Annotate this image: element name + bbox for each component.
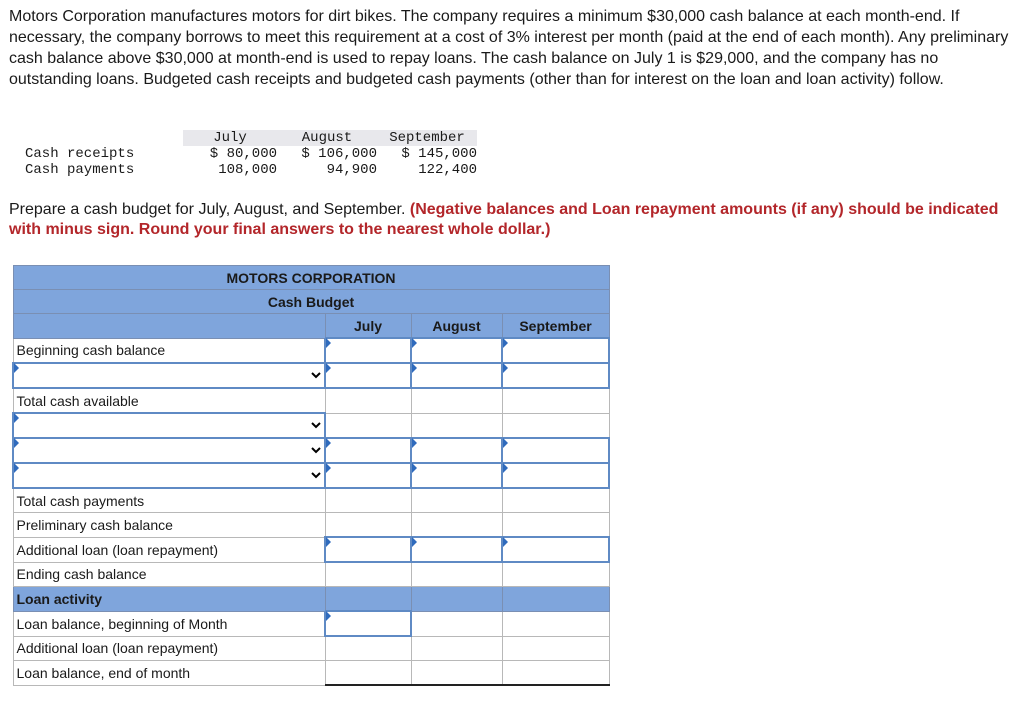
given-header-september: September xyxy=(389,130,465,146)
row-loan-begin xyxy=(13,611,609,636)
section-label: Loan activity xyxy=(13,587,325,612)
receipts-july-input[interactable] xyxy=(325,363,411,388)
additional-loan-august-input[interactable] xyxy=(411,537,502,562)
beginning-cash-september-input[interactable] xyxy=(502,338,609,363)
row-label-select[interactable] xyxy=(14,364,324,387)
loan-end-september xyxy=(502,661,609,686)
row-label: Total cash available xyxy=(13,388,325,413)
answer-input[interactable] xyxy=(326,439,410,462)
row-payment-header-select xyxy=(13,413,609,438)
answer-input[interactable] xyxy=(326,538,410,561)
total-available-august xyxy=(411,388,502,413)
answer-input[interactable] xyxy=(326,364,410,387)
row-label: Beginning cash balance xyxy=(13,338,325,363)
problem-text: Motors Corporation manufactures motors for dirt bikes. The company requires a minimum $30,000 cash balance at each month-end. If necessary, the company borrows to meet this requirement at a cost of 3% interest per month (paid at the end of each month). Any preliminary cash balance above $30,000 at month-end is used to repay loans. The cash balance on July 1 is $29,000, and the company has no outstanding loans. Budgeted cash receipts and budgeted cash payments (other than for interest on the loan and loan activity) follow. xyxy=(9,8,1009,88)
answer-input[interactable] xyxy=(503,538,608,561)
cash-budget-table xyxy=(12,265,610,686)
row-ending-cash xyxy=(13,562,609,587)
budget-column-headers xyxy=(13,314,609,339)
answer-input[interactable] xyxy=(412,339,501,362)
answer-input[interactable] xyxy=(326,464,410,487)
row-label: Additional loan (loan repayment) xyxy=(13,636,325,661)
given-value: $ 106,000 xyxy=(301,146,377,162)
row-label-select[interactable] xyxy=(14,414,324,437)
instructions-note: (Negative balances and Loan repayment amounts (if any) should be indicated with minus sign. Round your final answers to the nearest whole dollar.) xyxy=(9,201,999,238)
given-header-row xyxy=(9,130,477,146)
additional-loan-september-input[interactable] xyxy=(502,537,609,562)
column-july: July xyxy=(325,314,411,339)
payment1-july-input[interactable] xyxy=(325,438,411,463)
answer-input[interactable] xyxy=(412,538,501,561)
payment2-july-input[interactable] xyxy=(325,463,411,488)
answer-input[interactable] xyxy=(503,439,608,462)
answer-input[interactable] xyxy=(412,364,501,387)
beginning-cash-july-input[interactable] xyxy=(325,338,411,363)
total-available-september xyxy=(502,388,609,413)
preliminary-september xyxy=(502,513,609,538)
row-label: Loan balance, beginning of Month xyxy=(13,611,325,636)
row-payment-select-2 xyxy=(13,463,609,488)
row-label: Ending cash balance xyxy=(13,562,325,587)
row-additional-loan xyxy=(13,537,609,562)
given-row-label: Cash payments xyxy=(25,162,135,178)
row-total-payments xyxy=(13,488,609,513)
row-label: Loan balance, end of month xyxy=(13,661,325,686)
preliminary-july xyxy=(325,513,411,538)
loan-begin-july-input[interactable] xyxy=(325,611,411,636)
given-value: 108,000 xyxy=(218,162,277,178)
row-label: Additional loan (loan repayment) xyxy=(13,537,325,562)
row-label-select[interactable] xyxy=(14,439,324,462)
loan-additional-august xyxy=(411,636,502,661)
receipts-august-input[interactable] xyxy=(411,363,502,388)
budget-title: Cash Budget xyxy=(13,290,609,314)
preliminary-august xyxy=(411,513,502,538)
receipts-september-input[interactable] xyxy=(502,363,609,388)
instructions-lead: Prepare a cash budget for July, August, and September. xyxy=(9,201,406,218)
loan-begin-august xyxy=(411,611,502,636)
ending-cash-july xyxy=(325,562,411,587)
total-payments-august xyxy=(411,488,502,513)
answer-input[interactable] xyxy=(326,612,410,635)
row-total-available xyxy=(13,388,609,413)
payment2-september-input[interactable] xyxy=(502,463,609,488)
total-available-july xyxy=(325,388,411,413)
row-receipts-select xyxy=(13,363,609,388)
row-beginning-cash xyxy=(13,338,609,363)
loan-additional-september xyxy=(502,636,609,661)
answer-input[interactable] xyxy=(412,439,501,462)
budget-company-row xyxy=(13,266,609,290)
payment2-august-input[interactable] xyxy=(411,463,502,488)
given-row-label: Cash receipts xyxy=(25,146,135,162)
instructions xyxy=(9,200,1014,240)
answer-input[interactable] xyxy=(503,364,608,387)
loan-end-july xyxy=(325,661,411,686)
payment1-september-input[interactable] xyxy=(502,438,609,463)
additional-loan-july-input[interactable] xyxy=(325,537,411,562)
budget-title-row xyxy=(13,290,609,314)
given-value: 122,400 xyxy=(418,162,477,178)
row-loan-additional xyxy=(13,636,609,661)
row-label-dropdown[interactable] xyxy=(13,363,325,388)
given-header-august: August xyxy=(301,130,353,146)
row-label: Preliminary cash balance xyxy=(13,513,325,538)
row-label: Total cash payments xyxy=(13,488,325,513)
budget-company: MOTORS CORPORATION xyxy=(13,266,609,290)
given-row-receipts xyxy=(9,146,477,162)
total-payments-september xyxy=(502,488,609,513)
loan-activity-header xyxy=(13,587,609,612)
column-september: September xyxy=(502,314,609,339)
row-preliminary xyxy=(13,513,609,538)
row-loan-end xyxy=(13,661,609,686)
ending-cash-september xyxy=(502,562,609,587)
loan-end-august xyxy=(411,661,502,686)
given-data-table xyxy=(9,130,477,178)
given-row-payments xyxy=(9,162,477,178)
answer-input[interactable] xyxy=(326,339,410,362)
column-august: August xyxy=(411,314,502,339)
total-payments-july xyxy=(325,488,411,513)
loan-additional-july xyxy=(325,636,411,661)
loan-begin-september xyxy=(502,611,609,636)
answer-input[interactable] xyxy=(503,339,608,362)
row-label-select[interactable] xyxy=(14,464,324,487)
row-label-dropdown[interactable] xyxy=(13,463,325,488)
ending-cash-august xyxy=(411,562,502,587)
row-payment-select-1 xyxy=(13,438,609,463)
answer-input[interactable] xyxy=(503,464,608,487)
payment1-august-input[interactable] xyxy=(411,438,502,463)
given-header-july: July xyxy=(213,130,247,146)
given-value: $ 80,000 xyxy=(209,146,277,162)
row-label-dropdown[interactable] xyxy=(13,438,325,463)
given-value: $ 145,000 xyxy=(401,146,477,162)
given-value: 94,900 xyxy=(326,162,377,178)
answer-input[interactable] xyxy=(412,464,501,487)
row-label-dropdown[interactable] xyxy=(13,413,325,438)
beginning-cash-august-input[interactable] xyxy=(411,338,502,363)
